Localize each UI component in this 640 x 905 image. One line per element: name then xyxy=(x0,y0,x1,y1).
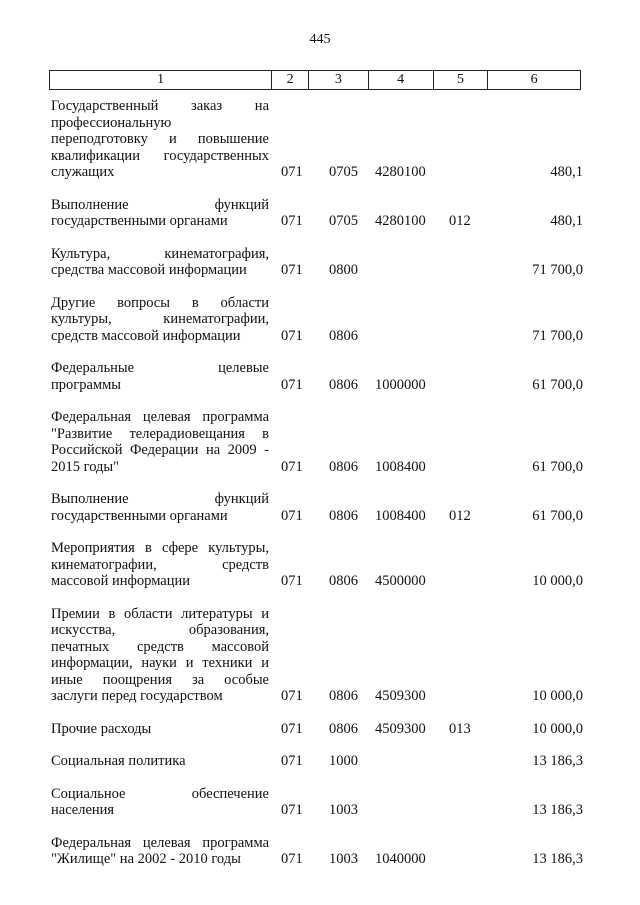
section-code: 0806 xyxy=(329,720,358,737)
row-title-line: Мероприятия в сфере культуры, xyxy=(51,540,269,556)
department-code: 071 xyxy=(281,507,303,524)
table-row xyxy=(51,197,583,230)
table-row xyxy=(51,98,583,181)
row-title-line: программы xyxy=(51,376,121,393)
section-code: 0806 xyxy=(329,573,358,589)
row-title-line: Другие вопросы в области xyxy=(51,294,269,311)
row-title xyxy=(51,606,269,705)
row-title xyxy=(51,295,269,345)
row-title-line: культуры, кинематографии, xyxy=(51,311,269,327)
department-code: 071 xyxy=(281,164,303,180)
column-header-1: 1 xyxy=(50,71,272,89)
row-title-line: переподготовку и повышение xyxy=(51,131,269,147)
department-code: 071 xyxy=(281,327,303,344)
row-title-line: средства массовой информации xyxy=(51,262,247,278)
row-title-line: кинематографии, средств xyxy=(51,556,269,573)
table-row xyxy=(51,491,583,524)
table-row xyxy=(51,606,583,705)
department-code: 071 xyxy=(281,688,303,704)
amount: 71 700,0 xyxy=(532,327,583,344)
table-body xyxy=(51,98,583,884)
row-title xyxy=(51,786,269,819)
department-code: 071 xyxy=(281,573,303,589)
table-row xyxy=(51,753,583,770)
department-code: 071 xyxy=(281,262,303,278)
amount: 13 186,3 xyxy=(532,851,583,867)
department-code: 071 xyxy=(281,802,303,818)
row-title xyxy=(51,721,269,738)
row-title-line: Премии в области литературы и xyxy=(51,605,269,622)
amount: 480,1 xyxy=(550,213,583,229)
target-item-code: 1040000 xyxy=(375,851,426,867)
amount: 61 700,0 xyxy=(532,507,583,524)
expense-type-code: 012 xyxy=(449,507,471,524)
row-title-line: Государственный заказ на xyxy=(51,98,269,114)
row-title xyxy=(51,409,269,475)
row-title-line: служащих xyxy=(51,164,115,180)
amount: 61 700,0 xyxy=(532,458,583,475)
department-code: 071 xyxy=(281,458,303,475)
row-title xyxy=(51,360,269,393)
target-item-code: 1000000 xyxy=(375,376,426,393)
section-code: 0705 xyxy=(329,164,358,180)
department-code: 071 xyxy=(281,213,303,229)
table-row xyxy=(51,721,583,738)
target-item-code: 4280100 xyxy=(375,164,426,180)
amount: 10 000,0 xyxy=(532,573,583,589)
row-title-line: средств массовой информации xyxy=(51,327,241,344)
section-code: 1003 xyxy=(329,802,358,818)
target-item-code: 4509300 xyxy=(375,688,426,704)
row-title-line: Прочие расходы xyxy=(51,720,152,737)
row-title-line: информации, науки и техники и xyxy=(51,655,269,671)
amount: 480,1 xyxy=(550,164,583,180)
row-title-line: Выполнение функций xyxy=(51,196,269,213)
table-row xyxy=(51,540,583,590)
section-code: 1000 xyxy=(329,753,358,769)
target-item-code: 4509300 xyxy=(375,720,426,737)
row-title-line: Выполнение функций xyxy=(51,491,269,507)
row-title-line: профессиональную xyxy=(51,114,172,131)
department-code: 071 xyxy=(281,376,303,393)
table-row xyxy=(51,246,583,279)
row-title-line: искусства, образования, xyxy=(51,622,269,638)
table-row xyxy=(51,360,583,393)
section-code: 1003 xyxy=(329,851,358,867)
target-item-code: 1008400 xyxy=(375,507,426,524)
row-title xyxy=(51,753,269,770)
amount: 10 000,0 xyxy=(532,720,583,737)
section-code: 0705 xyxy=(329,213,358,229)
page-number: 445 xyxy=(309,32,331,47)
row-title-line: "Жилище" на 2002 - 2010 годы xyxy=(51,851,241,867)
row-title-line: квалификации государственных xyxy=(51,147,269,164)
row-title-line: населения xyxy=(51,802,115,818)
row-title xyxy=(51,197,269,230)
section-code: 0806 xyxy=(329,327,358,344)
amount: 71 700,0 xyxy=(532,262,583,278)
column-header-6: 6 xyxy=(530,72,538,87)
row-title-line: Федеральная целевая программа xyxy=(51,834,269,851)
table-row xyxy=(51,835,583,868)
column-header-5: 5 xyxy=(434,71,489,89)
department-code: 071 xyxy=(281,720,303,737)
target-item-code: 1008400 xyxy=(375,458,426,475)
table-row xyxy=(51,409,583,475)
row-title-line: государственными органами xyxy=(51,213,228,229)
amount: 61 700,0 xyxy=(532,376,583,393)
row-title xyxy=(51,98,269,181)
row-title-line: государственными органами xyxy=(51,507,228,524)
amount: 10 000,0 xyxy=(532,688,583,704)
section-code: 0800 xyxy=(329,262,358,278)
amount: 13 186,3 xyxy=(532,802,583,818)
section-code: 0806 xyxy=(329,458,358,475)
row-title-line: заслуги перед государством xyxy=(51,688,223,704)
column-header-3: 3 xyxy=(309,71,369,89)
row-title-line: иные поощрения за особые xyxy=(51,671,269,688)
row-title-line: массовой информации xyxy=(51,573,191,589)
column-header-2: 2 xyxy=(272,71,309,89)
row-title-line: Социальная политика xyxy=(51,753,186,769)
column-header-4: 4 xyxy=(369,71,434,89)
row-title xyxy=(51,835,269,868)
row-title xyxy=(51,246,269,279)
row-title-line: Культура, кинематография, xyxy=(51,245,269,262)
department-code: 071 xyxy=(281,753,303,769)
section-code: 0806 xyxy=(329,376,358,393)
row-title-line: Федеральная целевая программа xyxy=(51,409,269,425)
amount: 13 186,3 xyxy=(532,753,583,769)
target-item-code: 4500000 xyxy=(375,573,426,589)
row-title-line: печатных средств массовой xyxy=(51,638,269,655)
target-item-code: 4280100 xyxy=(375,213,426,229)
row-title-line: Федеральные целевые xyxy=(51,360,269,376)
row-title-line: Российской Федерации на 2009 - xyxy=(51,442,269,458)
expense-type-code: 013 xyxy=(449,720,471,737)
row-title xyxy=(51,540,269,590)
section-code: 0806 xyxy=(329,507,358,524)
row-title xyxy=(51,491,269,524)
section-code: 0806 xyxy=(329,688,358,704)
row-title-line: 2015 годы" xyxy=(51,458,120,475)
table-row xyxy=(51,786,583,819)
department-code: 071 xyxy=(281,851,303,867)
table-row xyxy=(51,295,583,345)
row-title-line: Социальное обеспечение xyxy=(51,785,269,802)
table-header xyxy=(49,70,581,90)
expense-type-code: 012 xyxy=(449,213,471,229)
row-title-line: "Развитие телерадиовещания в xyxy=(51,425,269,442)
